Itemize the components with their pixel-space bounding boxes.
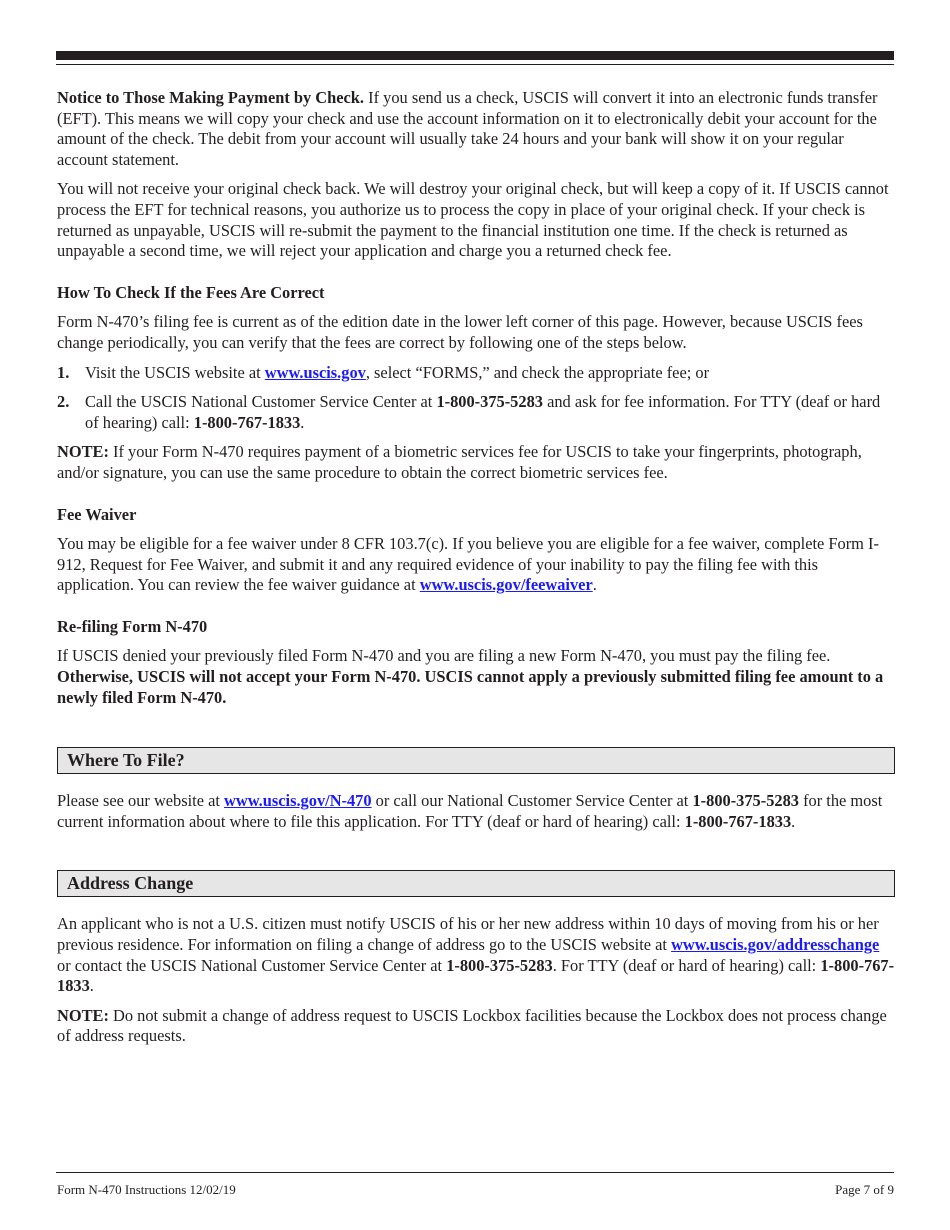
address-change-section-header: Address Change	[57, 870, 895, 897]
note-text: Do not submit a change of address request to USCIS Lockbox facilities because the Lockbox does not process change of address requests.	[57, 1005, 887, 1046]
refiling-paragraph	[57, 646, 895, 708]
lockbox-note	[57, 1006, 895, 1047]
where-to-file-paragraph	[57, 791, 895, 832]
address-change-text-end: .	[89, 976, 94, 996]
address-change-text-mid: or contact the USCIS National Customer Service Center at	[57, 955, 447, 975]
n470-website-link[interactable]: www.uscis.gov/N-470	[224, 791, 372, 811]
where-to-file-text-mid2: for the most current information about where to file this application. For TTY (deaf or hard of hearing) call:	[57, 791, 883, 831]
fee-waiver-text-end: .	[592, 575, 597, 595]
refiling-bold-text: Otherwise, USCIS will not accept your Form N-470. USCIS cannot apply a previously submitted filing fee amount to a newly filed Form N-470.	[57, 667, 884, 707]
list-number: 1.	[57, 362, 70, 382]
check-notice-text: If you send us a check, USCIS will convert it into an electronic funds transfer (EFT). This means we will copy your check and use the account information on it to electronically debit your account for the amount of the check. The debit from your account will usually take 24 hours and your bank will show it on your regular account statement.	[57, 88, 878, 169]
tty-number: 1-800-767-1833	[57, 955, 895, 996]
header-rule-thick	[56, 51, 894, 60]
uscis-website-link[interactable]: www.uscis.gov	[264, 362, 366, 382]
fee-waiver-heading: Fee Waiver	[57, 504, 137, 524]
footer-rule	[56, 1172, 894, 1173]
where-to-file-text-mid: or call our National Customer Service Center at	[371, 791, 693, 811]
tty-number: 1-800-767-1833	[193, 412, 301, 432]
address-change-text-mid2: . For TTY (deaf or hard of hearing) call:	[552, 955, 821, 975]
list-item	[57, 363, 895, 384]
check-notice-paragraph-2: You will not receive your original check back. We will destroy your original check, but will keep a copy of it. If USCIS cannot process the EFT for technical reasons, you authorize us to process the copy in place of your original check. If your check is returned as unpayable, USCIS will re-submit the payment to the financial institution one time. If the check is returned as unpayable a second time, we will reject your application and charge you a returned check fee.	[57, 179, 889, 261]
address-change-text: An applicant who is not a U.S. citizen must notify USCIS of his or her new address within 10 days of moving from his or her previous residence. For information on filing a change of address go to the USCIS website at	[57, 914, 879, 955]
refiling-heading: Re-filing Form N-470	[57, 616, 208, 636]
phone-number: 1-800-375-5283	[436, 392, 543, 412]
list-item	[57, 392, 895, 433]
tty-number: 1-800-767-1833	[684, 811, 792, 831]
phone-number: 1-800-375-5283	[446, 955, 553, 975]
list-item-text-end: .	[300, 412, 305, 432]
address-change-link[interactable]: www.uscis.gov/addresschange	[671, 935, 880, 955]
address-change-paragraph	[57, 914, 895, 996]
page-content	[57, 88, 895, 1056]
note-label: NOTE:	[57, 1005, 109, 1025]
list-item-text: Visit the USCIS website at	[85, 362, 265, 382]
footer-form-edition: Form N-470 Instructions 12/02/19	[57, 1182, 236, 1197]
fee-waiver-text: You may be eligible for a fee waiver under 8 CFR 103.7(c). If you believe you are eligible for a fee waiver, complete Form I-912, Request for Fee Waiver, and submit it and any required evidence of your inability to pay the filing fee with this application. You can review the fee waiver guidance at	[57, 534, 879, 595]
where-to-file-text-end: .	[791, 811, 796, 831]
list-number: 2.	[57, 392, 70, 412]
note-label: NOTE:	[57, 442, 109, 462]
where-to-file-section-header: Where To File?	[57, 747, 895, 774]
refiling-text: If USCIS denied your previously filed Form N-470 and you are filing a new Form N-470, you must pay the filing fee.	[57, 646, 831, 666]
fee-waiver-paragraph	[57, 534, 895, 596]
list-item-text-end: , select “FORMS,” and check the appropriate fee; or	[365, 362, 710, 382]
footer-page-number: Page 7 of 9	[835, 1182, 894, 1197]
phone-number: 1-800-375-5283	[692, 791, 799, 811]
biometric-note	[57, 442, 895, 483]
check-notice-title: Notice to Those Making Payment by Check.	[57, 88, 365, 107]
where-to-file-text: Please see our website at	[57, 791, 225, 811]
note-text: If your Form N-470 requires payment of a biometric services fee for USCIS to take your fingerprints, photograph, and/or signature, you can use the same procedure to obtain the correct biometric services fee.	[57, 442, 862, 482]
header-rule-thin	[56, 64, 894, 65]
fees-check-intro: Form N-470’s filing fee is current as of the edition date in the lower left corner of this page. However, because USCIS fees change periodically, you can verify that the fees are correct by following one of the steps below.	[57, 312, 863, 352]
list-item-text: Call the USCIS National Customer Service Center at	[85, 392, 437, 412]
fees-check-heading: How To Check If the Fees Are Correct	[57, 282, 325, 302]
check-notice-paragraph	[57, 88, 895, 170]
fee-waiver-link[interactable]: www.uscis.gov/feewaiver	[419, 575, 593, 595]
list-item-text-mid: and ask for fee information. For TTY (deaf or hard of hearing) call:	[85, 392, 881, 432]
